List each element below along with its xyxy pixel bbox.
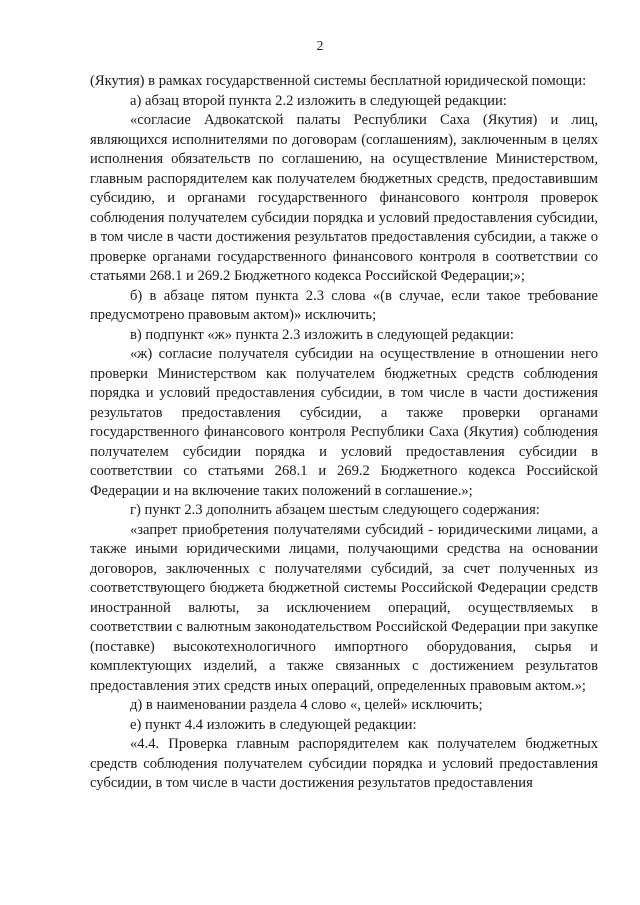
paragraph-quote-zh: «ж) согласие получателя субсидии на осуществление в отношении него проверки Министерством как получателем бюджетных средств соблюдения порядка и условий предоставления субсидии, в том числе в части достижения результатов предоставления субсидии, а также проверки органами государственного финансового контроля Республики Саха (Якутия) соблюдения получателем субсидии порядка и условий предоставления субсидии в соответствии со статьями 268.1 и 269.2 Бюджетного кодекса Российской Федерации и на включение таких положений в соглашение.»; xyxy=(90,346,598,499)
paragraph-item-b: б) в абзаце пятом пункта 2.3 слова «(в случае, если такое требование предусмотрено правовым актом)» исключить; xyxy=(90,287,598,323)
paragraph-item-v: в) подпункт «ж» пункта 2.3 изложить в следующей редакции: xyxy=(130,326,514,343)
paragraph-quote-prohibition: «запрет приобретения получателями субсидий - юридическими лицами, а также иными юридическими лицами, получающими средства на основании договоров, заключенных с получателями субсидий, за счет полученных из соответствующего бюджета бюджетной системы Российской Федерации средств иностранной валюты, за исключением операций, осуществляемых в соответствии с валютным законодательством Российской Федерации при закупке (поставке) высокотехнологичного импортного оборудования, сырья и комплектующих изделий, а также связанных с достижением результатов предоставления этих средств иных операций, определенных правовым актом.»; xyxy=(90,521,598,694)
paragraph-quote-consent-bar: «согласие Адвокатской палаты Республики Саха (Якутия) и лиц, являющихся исполнителями по договорам (соглашениям), заключенным в целях исполнения обязательств по соглашению, на осуществление Министерством, главным распорядителем как получателем бюджетных средств, предоставившим субсидию, и органами государственного финансового контроля проверок соблюдения получателем субсидии порядка и условий предоставления субсидии, в том числе в части достижения результатов предоставления субсидии, а также о проверке органами государственного финансового контроля в соответствии со статьями 268.1 и 269.2 Бюджетного кодекса Российской Федерации;»; xyxy=(90,112,598,284)
paragraph-item-e: е) пункт 4.4 изложить в следующей редакции: xyxy=(130,716,417,733)
paragraph-item-a: а) абзац второй пункта 2.2 изложить в следующей редакции: xyxy=(130,92,507,109)
paragraph-item-g: г) пункт 2.3 дополнить абзацем шестым следующего содержания: xyxy=(130,502,540,518)
document-body xyxy=(90,72,598,794)
paragraph-item-d: д) в наименовании раздела 4 слово «, целей» исключить; xyxy=(130,697,483,713)
page-number: 2 xyxy=(316,38,324,53)
paragraph-continuation: (Якутия) в рамках государственной системы бесплатной юридической помощи: xyxy=(90,73,587,89)
paragraph-quote-4-4: «4.4. Проверка главным распорядителем как получателем бюджетных средств соблюдения получателем субсидии порядка и условий предоставления субсидии, в том числе в части достижения результатов предоставления xyxy=(90,736,598,791)
